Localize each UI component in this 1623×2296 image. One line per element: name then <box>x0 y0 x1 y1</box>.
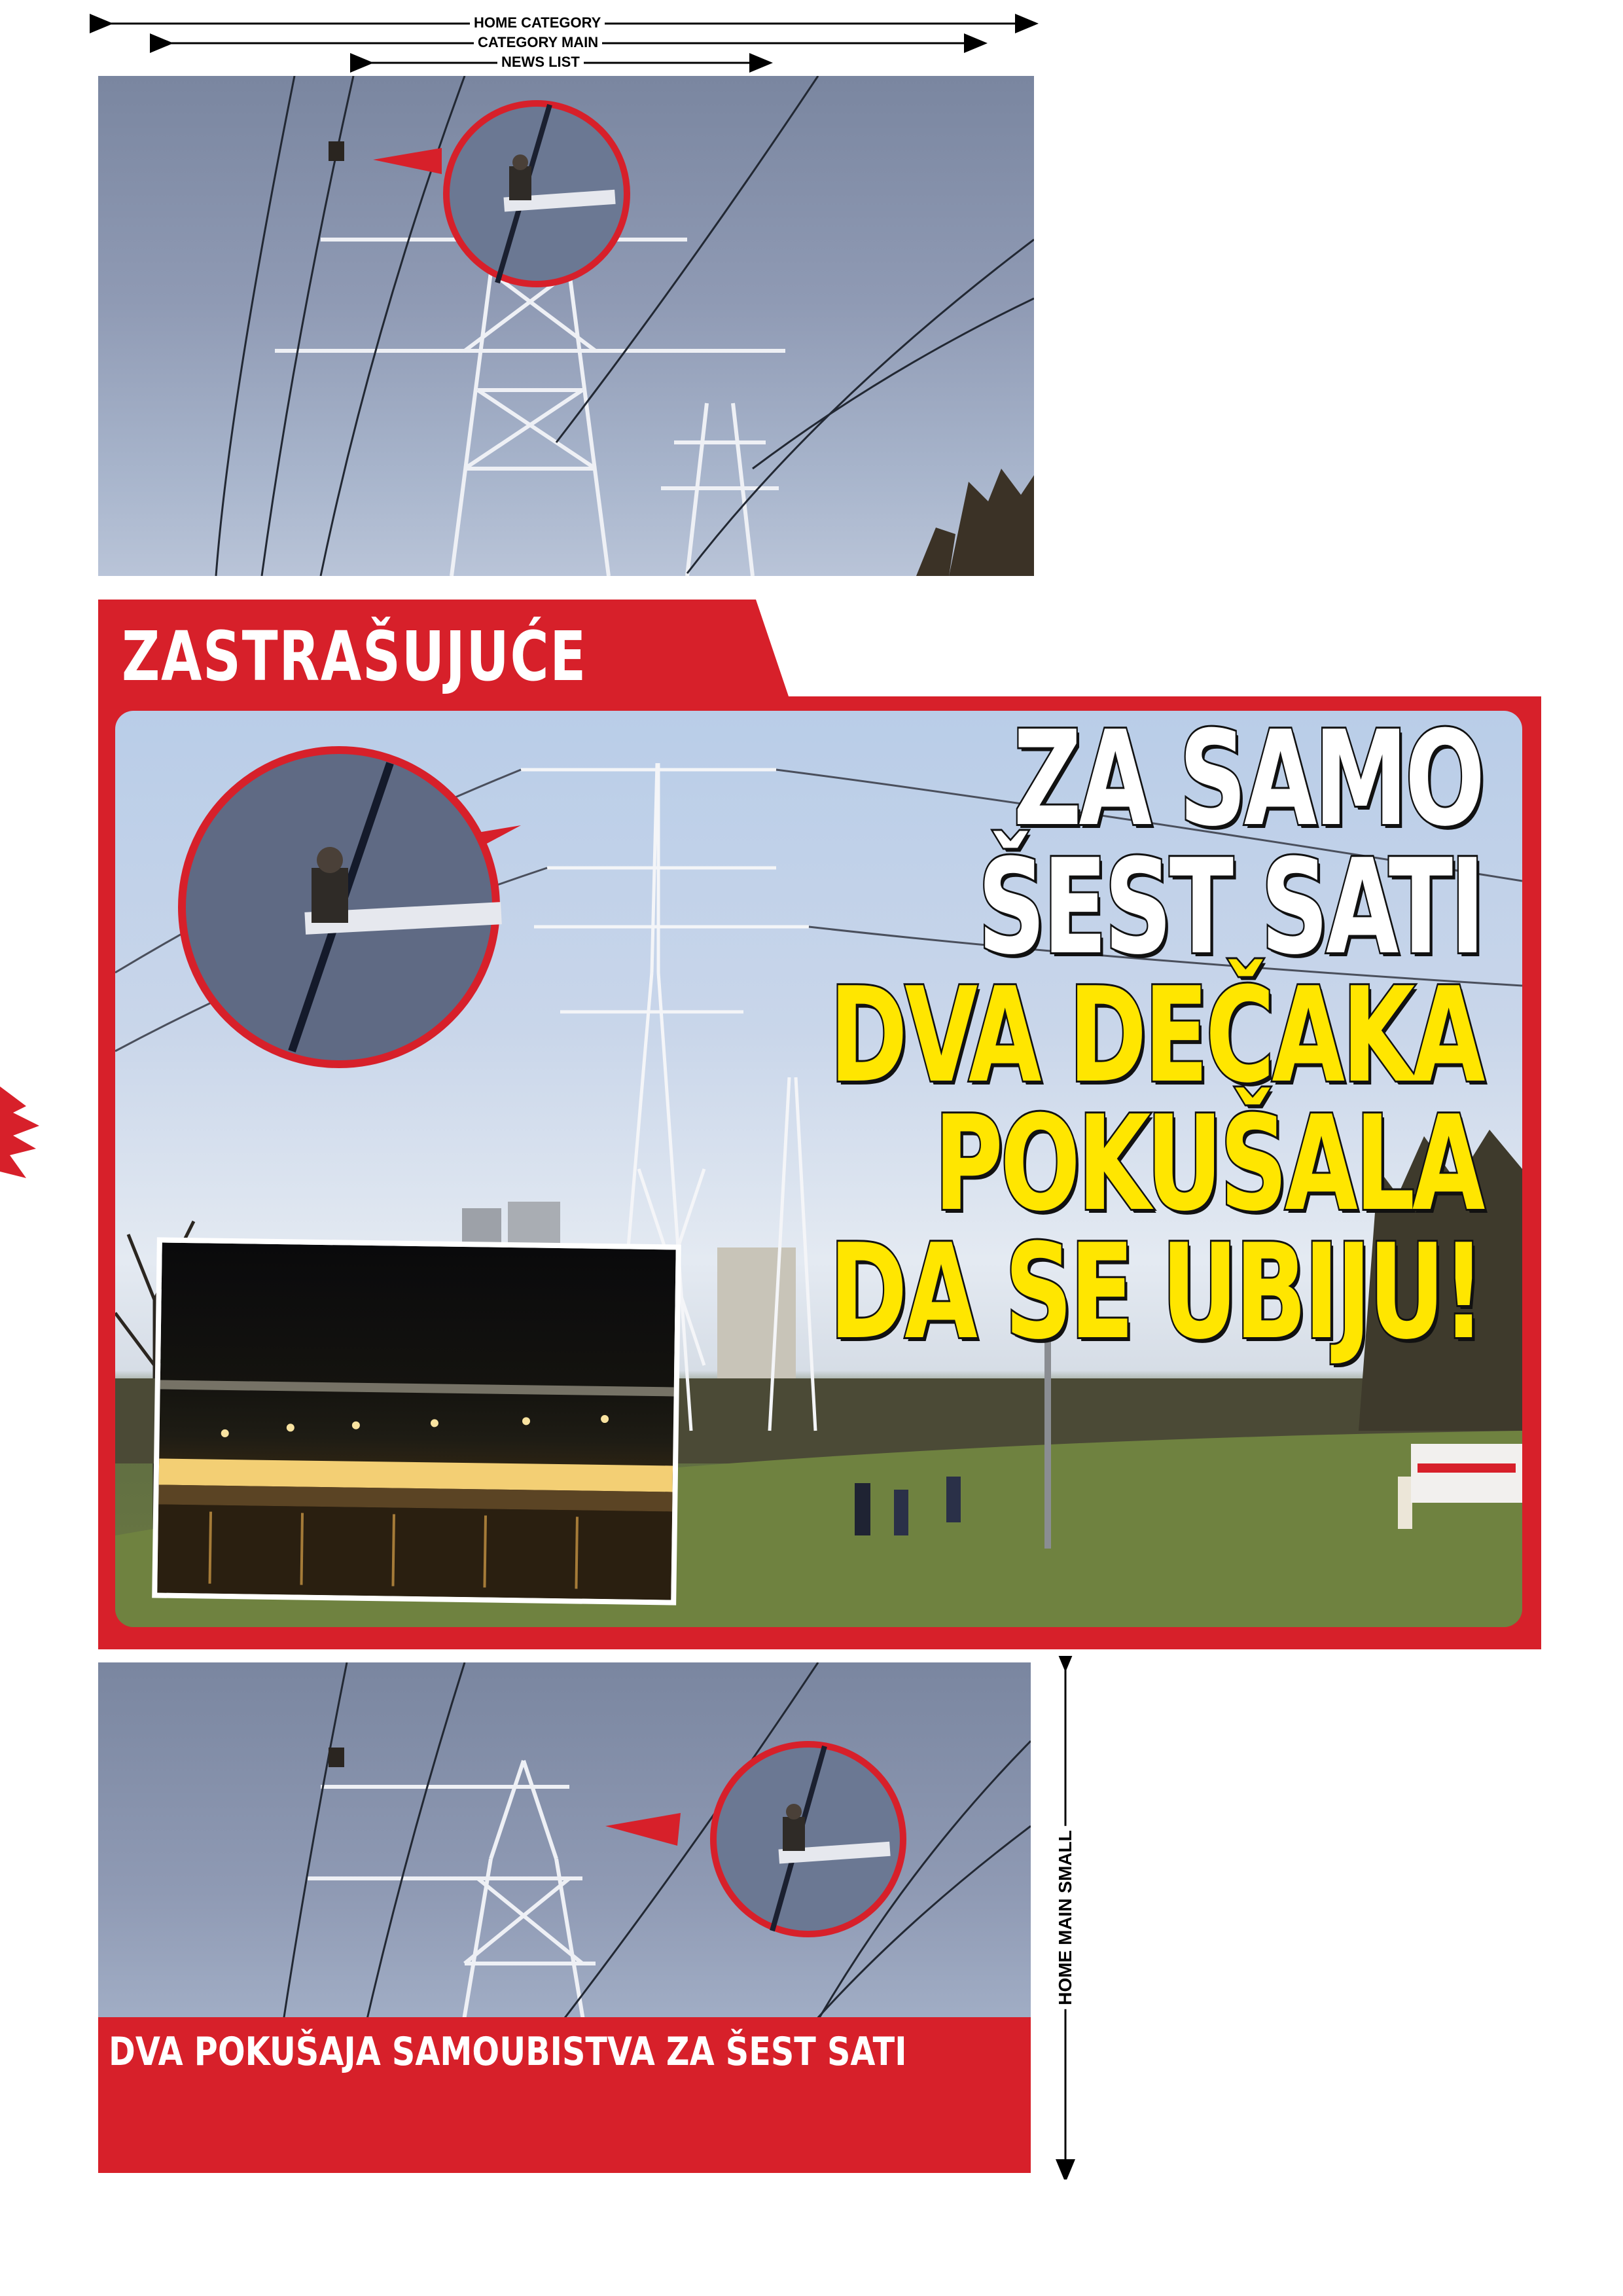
small-card-caption-bar[interactable] <box>98 2017 1031 2173</box>
news-list-label: NEWS LIST <box>497 54 584 71</box>
bridge-lights <box>157 1243 675 1600</box>
category-tag[interactable]: ZASTRAŠUJUĆE <box>122 617 587 696</box>
category-main-label: CATEGORY MAIN <box>474 34 602 51</box>
main-card[interactable] <box>98 600 1541 1649</box>
headline-line-2: ŠEST SATI <box>977 831 1482 984</box>
headline-line-1: ZA SAMO <box>1013 703 1482 855</box>
headline-line-4: POKUŠALA <box>934 1088 1482 1240</box>
dimension-arrows-top <box>0 0 1623 79</box>
zoom-circle <box>98 76 1034 576</box>
headline-line-3: DVA DEČAKA <box>829 960 1482 1112</box>
headline[interactable] <box>829 703 1482 1369</box>
headline-line-5: DA SE UBIJU! <box>829 1216 1482 1369</box>
burst-decoration <box>0 1073 46 1191</box>
home-category-label: HOME CATEGORY <box>470 14 605 31</box>
inset-night-photo <box>152 1237 681 1605</box>
home-main-small-label: HOME MAIN SMALL <box>1055 1826 1076 2009</box>
small-card-caption: DVA POKUŠAJA SAMOUBISTVA ZA ŠEST SATI <box>109 2029 907 2075</box>
top-photo <box>98 76 1034 576</box>
